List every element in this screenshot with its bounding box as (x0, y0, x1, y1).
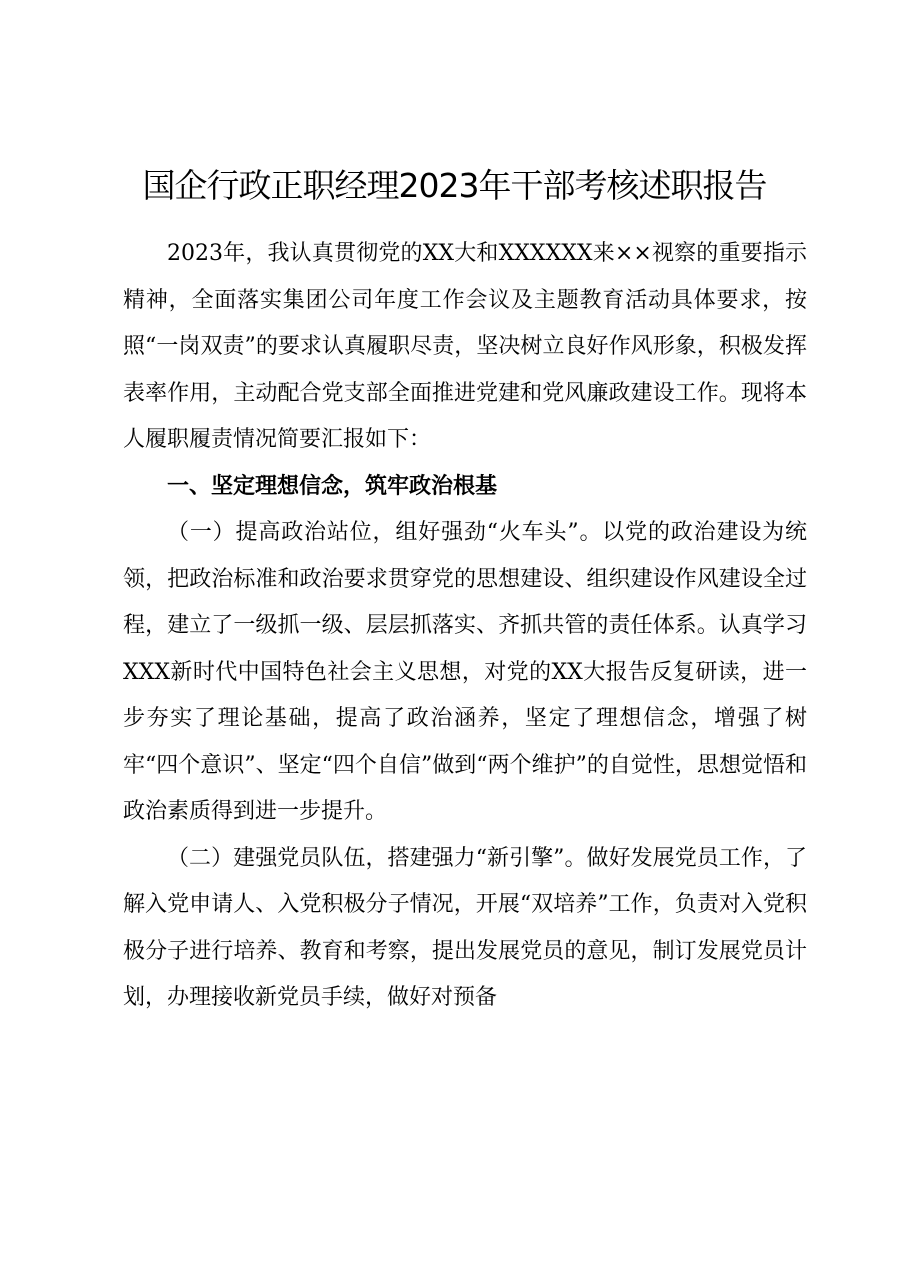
document-body (123, 231, 807, 1022)
section1-paragraph-2: （二）建强党员队伍，搭建强力“新引擎”。做好发展党员工作，了解入党申请人、入党积极分子情况，开展“双培养”工作，负责对入党积极分子进行培养、教育和考察，提出发展党员的意见，制订发展党员计划，办理接收新党员手续，做好对预备 (123, 845, 807, 1010)
section1-paragraph-1: （一）提高政治站位，组好强劲“火车头”。以党的政治建设为统领，把政治标准和政治要求贯穿党的思想建设、组织建设作风建设全过程，建立了一级抓一级、层层抓落实、齐抓共管的责任体系。认真学习XXX新时代中国特色社会主义思想，对党的XX大报告反复研读，进一步夯实了理论基础，提高了政治涵养，坚定了理想信念，增强了树牢“四个意识”、坚定“四个自信”做到“两个维护”的自觉性，思想觉悟和政治素质得到进一步提升。 (123, 520, 807, 824)
section-heading-1: 一、坚定理想信念，筑牢政治根基 (167, 473, 498, 499)
intro-paragraph: 2023年，我认真贯彻党的XX大和XXXXXX来××视察的重要指示精神，全面落实集团公司年度工作会议及主题教育活动具体要求，按照“一岗双责”的要求认真履职尽责，坚决树立良好作风形象，积极发挥表率作用，主动配合党支部全面推进党建和党风廉政建设工作。现将本人履职履责情况简要汇报如下： (123, 241, 807, 452)
document-title: 国企行政正职经理2023年干部考核述职报告 (142, 166, 767, 205)
